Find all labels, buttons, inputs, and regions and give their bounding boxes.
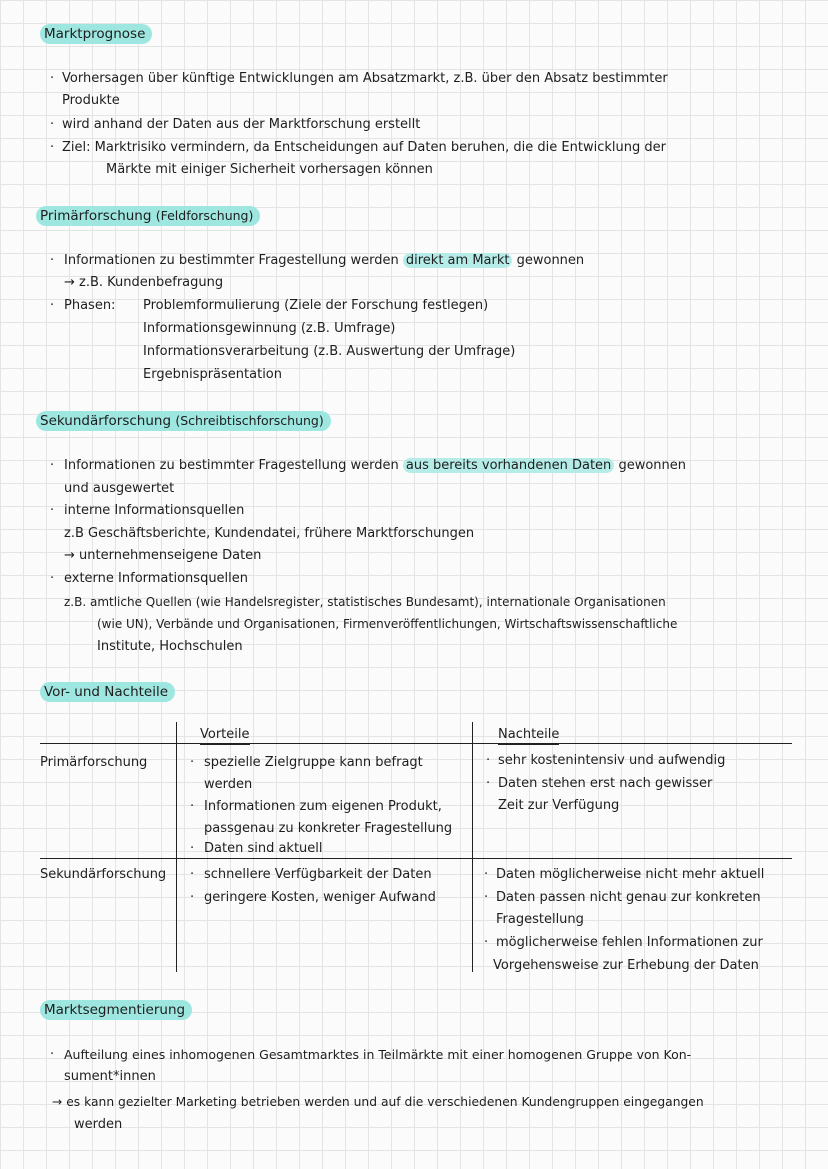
table-cell-text: Daten sind aktuell (204, 841, 323, 856)
text-segment: Informationen zu bestimmter Fragestellung werden (64, 253, 399, 268)
table-cell-text: sehr kostenintensiv und aufwendig (498, 753, 726, 768)
table-cell-text: Fragestellung (496, 912, 584, 927)
text-line: Produkte (62, 93, 120, 108)
heading-text: Marktsegmentierung (44, 1002, 186, 1018)
table-cell-text: Informationen zum eigenen Produkt, (204, 799, 442, 814)
phase-item: Ergebnispräsentation (143, 367, 282, 382)
bullet-dot: · (190, 890, 195, 905)
bullet-dot: · (484, 935, 489, 950)
heading-text: Sekundärforschung (40, 413, 172, 429)
text-segment: gewonnen (516, 253, 585, 268)
heading-marktsegmentierung (40, 1000, 192, 1020)
phasen-label: Phasen: (64, 298, 116, 313)
text-line: → unternehmenseigene Daten (64, 548, 262, 563)
text-line: → es kann gezielter Marketing betrieben werden und auf die verschiedenen Kundengruppen eingegangen (52, 1095, 704, 1109)
table-cell-text: Vorgehensweise zur Erhebung der Daten (493, 958, 759, 973)
text-line: externe Informationsquellen (64, 571, 249, 586)
heading-subtitle: (Schreibtischforschung) (175, 413, 324, 428)
text-line: werden (74, 1117, 123, 1132)
heading-text: Vor- und Nachteile (44, 684, 169, 700)
bullet-dot: · (50, 253, 55, 268)
bullet-dot: · (484, 867, 489, 882)
table-column-rule (472, 722, 473, 972)
bullet-dot: · (190, 799, 195, 814)
text-line: sument*innen (64, 1069, 156, 1084)
phase-item: Informationsgewinnung (z.B. Umfrage) (143, 321, 396, 336)
bullet-dot: · (50, 1047, 55, 1062)
bullet-dot: · (190, 755, 195, 770)
text-line: wird anhand der Daten aus der Marktforschung erstellt (62, 117, 421, 132)
text-line: z.B. amtliche Quellen (wie Handelsregister, statistisches Bundesamt), internationale Organisationen (64, 595, 666, 609)
text-segment: Informationen zu bestimmter Fragestellung werden (64, 458, 399, 473)
text-line: z.B Geschäftsberichte, Kundendatei, frühere Marktforschungen (64, 526, 475, 541)
bullet-dot: · (50, 298, 55, 313)
table-cell-text: schnellere Verfügbarkeit der Daten (204, 867, 432, 882)
bullet-dot: · (50, 571, 55, 586)
bullet-dot: · (486, 776, 491, 791)
text-line: → z.B. Kundenbefragung (64, 275, 224, 290)
text-line (64, 457, 686, 475)
table-cell-text: werden (204, 777, 253, 792)
table-cell-text: spezielle Zielgruppe kann befragt (204, 755, 423, 770)
table-header-rule (40, 743, 792, 744)
bullet-dot: · (190, 867, 195, 882)
heading-text: Primärforschung (40, 208, 152, 224)
table-column-rule (176, 722, 177, 972)
heading-text: Marktprognose (44, 26, 146, 42)
heading-primaerforschung (36, 206, 260, 226)
text-line: Märkte mit einiger Sicherheit vorhersagen können (106, 162, 433, 177)
table-cell-text: Daten möglicherweise nicht mehr aktuell (496, 867, 765, 882)
bullet-dot: · (50, 503, 55, 518)
phase-item: Informationsverarbeitung (z.B. Auswertung der Umfrage) (143, 344, 516, 359)
highlight-segment: aus bereits vorhandenen Daten (403, 458, 614, 473)
table-cell-text: Daten passen nicht genau zur konkreten (496, 890, 761, 905)
text-line: Institute, Hochschulen (97, 639, 243, 654)
bullet-dot: · (486, 753, 491, 768)
text-line: (wie UN), Verbände und Organisationen, Firmenveröffentlichungen, Wirtschaftswissenschaftliche (97, 617, 678, 631)
table-cell-text: passgenau zu konkreter Fragestellung (204, 821, 453, 836)
table-cell-text: Daten stehen erst nach gewisser (498, 776, 713, 791)
bullet-dot: · (50, 140, 55, 155)
heading-subtitle: (Feldforschung) (155, 208, 254, 223)
heading-vor-nachteile (40, 682, 175, 702)
table-row-rule (40, 858, 792, 859)
text-segment: gewonnen (618, 458, 686, 473)
bullet-dot: · (50, 117, 55, 132)
bullet-dot: · (50, 71, 55, 86)
heading-sekundaerforschung (36, 411, 331, 431)
bullet-dot: · (190, 841, 195, 856)
table-cell-text: geringere Kosten, weniger Aufwand (204, 890, 436, 905)
text-line: Vorhersagen über künftige Entwicklungen am Absatzmarkt, z.B. über den Absatz bestimmter (62, 71, 668, 86)
column-header-vorteile: Vorteile (200, 726, 250, 745)
text-line: interne Informationsquellen (64, 503, 245, 518)
text-line: Ziel: Marktrisiko vermindern, da Entscheidungen auf Daten beruhen, die die Entwicklung der (62, 140, 666, 155)
text-line (64, 252, 584, 270)
bullet-dot: · (50, 458, 55, 473)
text-line: Aufteilung eines inhomogenen Gesamtmarktes in Teilmärkte mit einer homogenen Gruppe von Kon- (64, 1047, 692, 1062)
table-cell-text: Zeit zur Verfügung (498, 798, 620, 813)
heading-marktprognose (40, 24, 152, 44)
phase-item: Problemformulierung (Ziele der Forschung festlegen) (143, 298, 489, 313)
table-cell-text: möglicherweise fehlen Informationen zur (496, 935, 763, 950)
text-line: und ausgewertet (64, 481, 175, 496)
highlight-segment: direkt am Markt (403, 253, 513, 268)
bullet-dot: · (484, 890, 489, 905)
column-header-nachteile: Nachteile (498, 726, 559, 745)
row-label-primaerforschung: Primärforschung (40, 755, 148, 770)
row-label-sekundaerforschung: Sekundärforschung (40, 867, 167, 882)
